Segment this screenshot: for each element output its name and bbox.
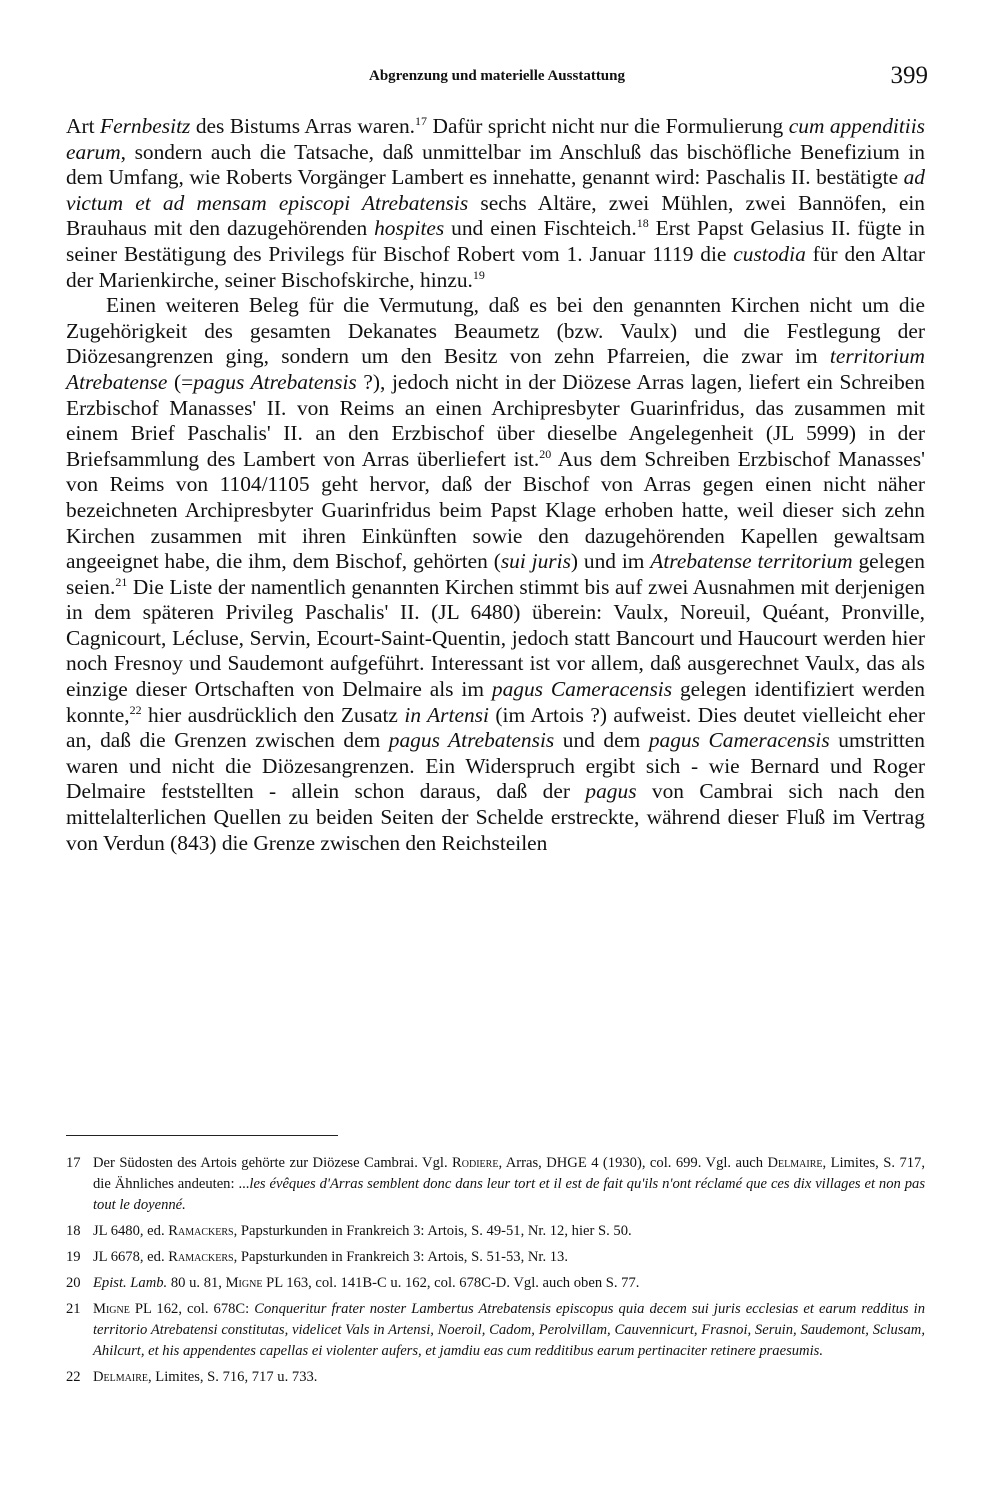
footnote-text [93, 1273, 925, 1294]
italic-text: Epist. Lamb. [93, 1275, 168, 1291]
author-name: Migne [93, 1301, 130, 1317]
footnote-number: 17 [66, 1155, 81, 1171]
paragraph [66, 293, 925, 856]
text-run: , Limites, S. 716, 717 u. 733. [147, 1369, 318, 1385]
text-run: sechs Altäre, zwei Mühlen, zwei Bannöfen, ein Brauhaus mit den dazugehörenden [66, 190, 925, 241]
text-run: des Bistums Arras waren. [190, 114, 415, 138]
text-run: (= [167, 369, 194, 394]
footnote-ref: 17 [415, 114, 427, 128]
footnote [66, 1221, 925, 1242]
text-run: umstritten waren und nicht die Diözesangrenzen. Ein Widerspruch ergibt sich - wie Bernard und Roger Delmaire feststellten - allein schon daraus, daß der [66, 728, 925, 804]
author-name: Delmaire [767, 1155, 823, 1171]
footnote [66, 1299, 925, 1362]
italic-text: Conqueritur frater noster Lambertus Atrebatensis episcopus quia decem sui juris ecclesias et earum redditus in territorio Atrebatensi constitutas, videlicet Vals in Artensi, Noeroil, Cadom, Perolvillam, Cauvennicurt, Frasnoi, Seruin, Saudemont, Sclusam, Ahilcurt, et his appendentes capellas ei violenter aufers, et jamdiu eas cum redditibus earum pertinaciter retinere praesumis. [93, 1301, 925, 1359]
italic-text: in Artensi [404, 702, 489, 727]
text-run: PL 162, col. 678C: [129, 1301, 255, 1317]
text-run: Einen weiteren Beleg für die Vermutung, daß es bei den genannten Kirchen nicht um die Zugehörigkeit des gesamten Dekanates Beaumetz (bzw. Vaulx) und die Festlegung der Diözesangrenzen ging, sondern um den Besitz von zehn Pfarreien, die zwar im [66, 293, 925, 369]
italic-text: les évêques d'Arras semblent donc dans leur tort et il est de fait qu'ils n'ont réclamé que ces dix villages et non pas tout le doyenné. [93, 1176, 926, 1213]
text-run: (im Artois ?) aufweist. Dies deutet vielleicht eher an, daß die Grenzen zwischen dem [66, 702, 925, 753]
footnotes [66, 1153, 925, 1393]
footnote [66, 1247, 925, 1268]
text-run: für den Altar der Marienkirche, seiner Bischofskirche, hinzu. [66, 241, 926, 292]
italic-text: Atrebatense territorium [650, 549, 853, 574]
italic-text: pagus Atrebatensis [388, 728, 555, 753]
text-run: JL 6678, ed. [93, 1249, 169, 1265]
text-run: , Papsturkunden in Frankreich 3: Artois, S. 49-51, Nr. 12, hier S. 50. [233, 1223, 632, 1239]
italic-text: pagus Atrebatensis [193, 369, 357, 394]
text-run: , Limites, S. 717, die Ähnliches andeuten: ... [93, 1155, 925, 1192]
text-run: ?), jedoch nicht in der Diözese Arras lagen, liefert ein Schreiben Erzbischof Manasses' II. von Reims an einen Archipresbyter Guarinfridus, das zusammen mit einem Brief Paschalis' II. an den Erzbischof über dieselbe Angelegenheit (JL 5999) in der Briefsammlung des Lambert von Arras überliefert ist. [66, 369, 925, 471]
paragraph [66, 114, 925, 293]
italic-text: sui juris [500, 549, 571, 574]
italic-text: pagus Cameracensis [491, 677, 673, 702]
italic-text: pagus [585, 779, 637, 804]
author-name: Delmaire [93, 1369, 148, 1385]
footnote-separator [66, 1135, 338, 1136]
text-run: JL 6480, ed. [93, 1223, 169, 1239]
footnote-text [93, 1299, 925, 1362]
author-name: Rodiere [452, 1155, 499, 1171]
text-run: gelegen seien. [66, 549, 925, 599]
text-run: und einen Fischteich. [444, 216, 637, 241]
footnote-number: 20 [66, 1275, 81, 1291]
footnote-text [93, 1367, 925, 1388]
footnote [66, 1273, 925, 1294]
italic-text: pagus Cameracensis [648, 728, 830, 753]
author-name: Ramackers [168, 1223, 234, 1239]
author-name: Ramackers [168, 1249, 234, 1265]
page-number: 399 [890, 62, 928, 89]
footnote-number: 21 [66, 1301, 81, 1317]
text-run: , Arras, DHGE 4 (1930), col. 699. Vgl. auch [498, 1155, 768, 1171]
text-run: PL 163, col. 141B-C u. 162, col. 678C-D. Vgl. auch oben S. 77. [262, 1275, 640, 1291]
text-run: Dafür spricht nicht nur die Formulierung [427, 114, 789, 138]
italic-text: custodia [733, 241, 806, 266]
text-run: gelegen identifiziert werden konnte, [66, 677, 925, 727]
footnote-ref: 20 [539, 446, 552, 461]
text-run: Erst Papst Gelasius II. fügte in seiner Bestätigung des Privilegs für Bischof Robert vom 1. Januar 1119 die [66, 216, 926, 266]
footnote-text [93, 1153, 925, 1216]
main-text [66, 114, 925, 856]
text-run: Aus dem Schreiben Erzbischof Manasses' von Reims von 1104/1105 geht hervor, daß der Bischof von Arras gegen einen nicht näher bezeichneten Archipresbyter Guarinfridus beim Papst Klage erhoben hatte, weil dieser sich zehn Kirchen zusammen mit ihren Einkünften sowie den dazugehörenden Kapellen gewaltsam angeeignet habe, die ihm, dem Bischof, gehörten ( [66, 446, 925, 574]
footnote-ref: 21 [115, 574, 128, 589]
italic-text: cum appenditiis earum [66, 114, 925, 164]
text-run: hier ausdrücklich den Zusatz [141, 702, 405, 727]
text-run: und dem [554, 728, 649, 753]
italic-text: ad victum et ad mensam episcopi Atrebatensis [66, 165, 925, 215]
footnote-ref: 22 [129, 702, 142, 717]
page-header [66, 62, 928, 92]
footnote-ref: 19 [472, 267, 485, 282]
text-run: 80 u. 81, [167, 1275, 226, 1291]
footnote [66, 1153, 925, 1216]
italic-text: territorium Atrebatense [66, 344, 925, 394]
footnote-number: 22 [66, 1369, 81, 1385]
text-run: , Papsturkunden in Frankreich 3: Artois, S. 51-53, Nr. 13. [233, 1249, 568, 1265]
footnote-number: 19 [66, 1249, 81, 1265]
footnote-text [93, 1247, 925, 1268]
italic-text: hospites [374, 216, 445, 241]
text-run: Art [66, 114, 101, 138]
footnote-text [93, 1221, 925, 1242]
text-run: ) und im [570, 549, 651, 574]
footnote-ref: 18 [636, 216, 649, 231]
text-run: Der Südosten des Artois gehörte zur Diözese Cambrai. Vgl. [93, 1155, 453, 1171]
text-run: , sondern auch die Tatsache, daß unmittelbar im Anschluß das bischöfliche Benefizium in dem Umfang, wie Roberts Vorgänger Lambert es innehatte, genannt wird: Paschalis II. bestätigte [66, 139, 925, 190]
author-name: Migne [225, 1275, 263, 1291]
footnote [66, 1367, 925, 1388]
italic-text: Fernbesitz [100, 114, 191, 138]
text-run: Die Liste der namentlich genannten Kirchen stimmt bis auf zwei Ausnahmen mit derjenigen in dem späteren Privileg Paschalis' II. (JL 6480) überein: Vaulx, Noreuil, Quéant, Pronville, Cagnicourt, Lécluse, Servin, Ecourt-Saint-Quentin, jedoch statt Bancourt und Haucourt werden hier noch Fresnoy und Saudemont aufgeführt. Interessant ist vor allem, daß ausgerechnet Vaulx, das als einzige dieser Ortschaften von Delmaire als im [66, 574, 925, 702]
running-head: Abgrenzung und materielle Ausstattung [369, 68, 625, 84]
text-run: von Cambrai sich nach den mittelalterlichen Quellen zu beiden Seiten der Schelde erstreckte, während dieser Fluß im Vertrag von Verdun (843) die Grenze zwischen den Reichsteilen [66, 779, 926, 855]
footnote-number: 18 [66, 1223, 81, 1239]
